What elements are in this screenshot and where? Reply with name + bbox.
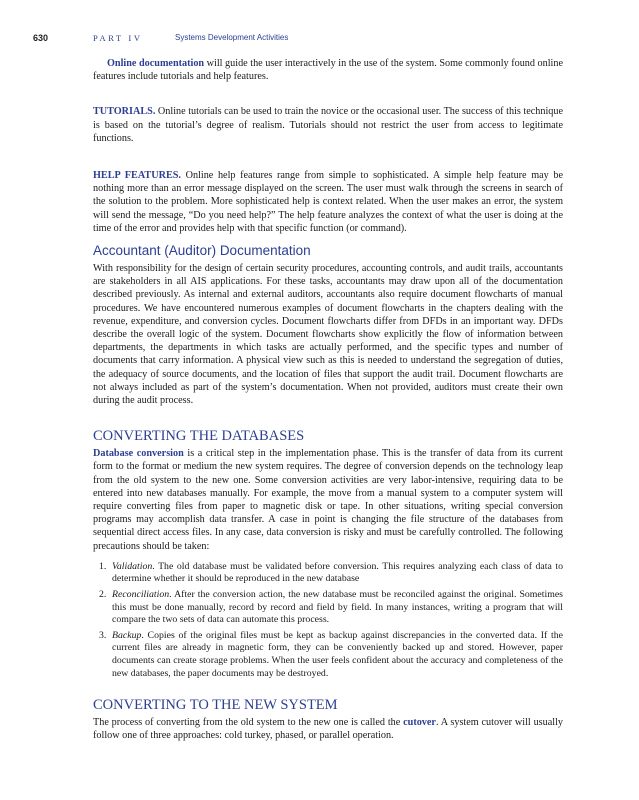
converting-databases-heading: CONVERTING THE DATABASES bbox=[93, 428, 305, 445]
online-documentation-text: will guide the user interactively in the use of the system. Some commonly found online features include tutorials and help features. bbox=[93, 58, 563, 83]
precautions-list bbox=[93, 561, 563, 680]
page-number: 630 bbox=[33, 33, 49, 43]
tutorials-runin-heading: TUTORIALS. bbox=[93, 106, 156, 118]
help-features-paragraph bbox=[93, 169, 563, 235]
list-item-number: 1. bbox=[99, 560, 107, 572]
list-item-text: . The old database must be validated before conversion. This requires analyzing each class of data to determine whether it should be reproduced in the new database bbox=[112, 560, 563, 585]
converting-new-system-heading: CONVERTING TO THE NEW SYSTEM bbox=[93, 697, 338, 714]
running-header bbox=[33, 31, 613, 45]
list-item bbox=[93, 630, 563, 680]
help-features-runin-heading: HELP FEATURES. bbox=[93, 170, 181, 182]
help-features-text: Online help features range from simple to sophisticated. A simple help feature may be nothing more than an error message displayed on the screen. The user must walk through the screens in search of the solution to the problem. More sophisticated help is context related. When the user makes an error, the system will send the message, “Do you need help?” The help feature analyzes the context of what the user is doing at the time of the error and provides help with that specific function (or command). bbox=[93, 170, 564, 234]
cutover-term: cutover bbox=[403, 717, 436, 729]
list-item-number: 3. bbox=[99, 629, 107, 641]
cutover-text-before: The process of converting from the old system to the new one is called the bbox=[93, 717, 404, 729]
list-item-text: . After the conversion action, the new database must be reconciled against the original. Sometimes this must be done manually, record by record and field by field. In many instances, writing a program that will compare the two sets of data can automate this process. bbox=[112, 589, 563, 626]
online-documentation-term: Online documentation bbox=[107, 58, 205, 69]
part-title: Systems Development Activities bbox=[175, 33, 289, 42]
database-conversion-text: is a critical step in the implementation phase. This is the transfer of data from its current form to the format or medium the new system requires. The degree of conversion depends on the technology leap from the old system to the new one. Some conversion activities are very labor-intensive, requiring data to be entered into new databases manually. For example, the move from a manual system to a computer system will require converting files from paper to magnetic disk or tape. In other situations, writing special conversion programs may accomplish data transfer. A case in point is changing the file structure of the databases from sequential direct access files. In any case, data conversion is risky and must be carefully controlled. The following precautions should be taken: bbox=[93, 448, 563, 552]
online-documentation-paragraph bbox=[93, 57, 563, 83]
list-item-number: 2. bbox=[99, 589, 107, 601]
accountant-documentation-heading: Accountant (Auditor) Documentation bbox=[93, 243, 311, 259]
list-item-text: . Copies of the original files must be kept as backup against discrepancies in the converted data. If the current files are already in magnetic form, they can be conveniently backed up and stored. However, paper documents can create storage problems. When the user feels confident about the accuracy and completeness of the new databases, the paper documents may be destroyed. bbox=[112, 629, 563, 679]
list-item bbox=[93, 589, 563, 627]
cutover-paragraph bbox=[93, 716, 563, 742]
accountant-documentation-paragraph: With responsibility for the design of certain security procedures, accounting controls, and audit trails, accountants are stakeholders in all AIS applications. For these tasks, accountants may draw upon all of the documentation described previously. As internal and external auditors, accountants also require document flowcharts of manual procedures. We have encountered numerous examples of document flowcharts in the chapters dealing with the revenue, expenditure, and conversion cycles. Document flowcharts differ from DFDs in an important way. DFDs describe the overall logic of the system. Document flowcharts show explicitly the flow of information between departments, the departments in which tasks are actually performed, and the specific types and number of documents that carry information. A physical view such as this is needed to understand the segregation of duties, the adequacy of source documents, and the location of files that support the audit trail. Document flowcharts are not always included as part of the system’s documentation. When not provided, auditors must create their own during the audit process. bbox=[93, 263, 563, 407]
cutover-text-after: . A system cutover will usually follow one of three approaches: cold turkey, phased, or parallel operation. bbox=[93, 717, 564, 742]
tutorials-text: Online tutorials can be used to train the novice or the occasional user. The success of this technique is based on the tutorial’s degree of realism. Tutorials should not restrict the user from access to legitimate functions. bbox=[93, 106, 563, 144]
list-item-title: Backup bbox=[112, 629, 142, 641]
part-label: PART IV bbox=[93, 33, 143, 43]
page-body bbox=[93, 57, 563, 743]
list-item-title: Validation bbox=[112, 560, 153, 572]
database-conversion-paragraph bbox=[93, 447, 563, 553]
list-item bbox=[93, 561, 563, 586]
list-item-title: Reconciliation bbox=[112, 589, 170, 601]
database-conversion-term: Database conversion bbox=[93, 448, 184, 460]
tutorials-paragraph bbox=[93, 105, 563, 145]
